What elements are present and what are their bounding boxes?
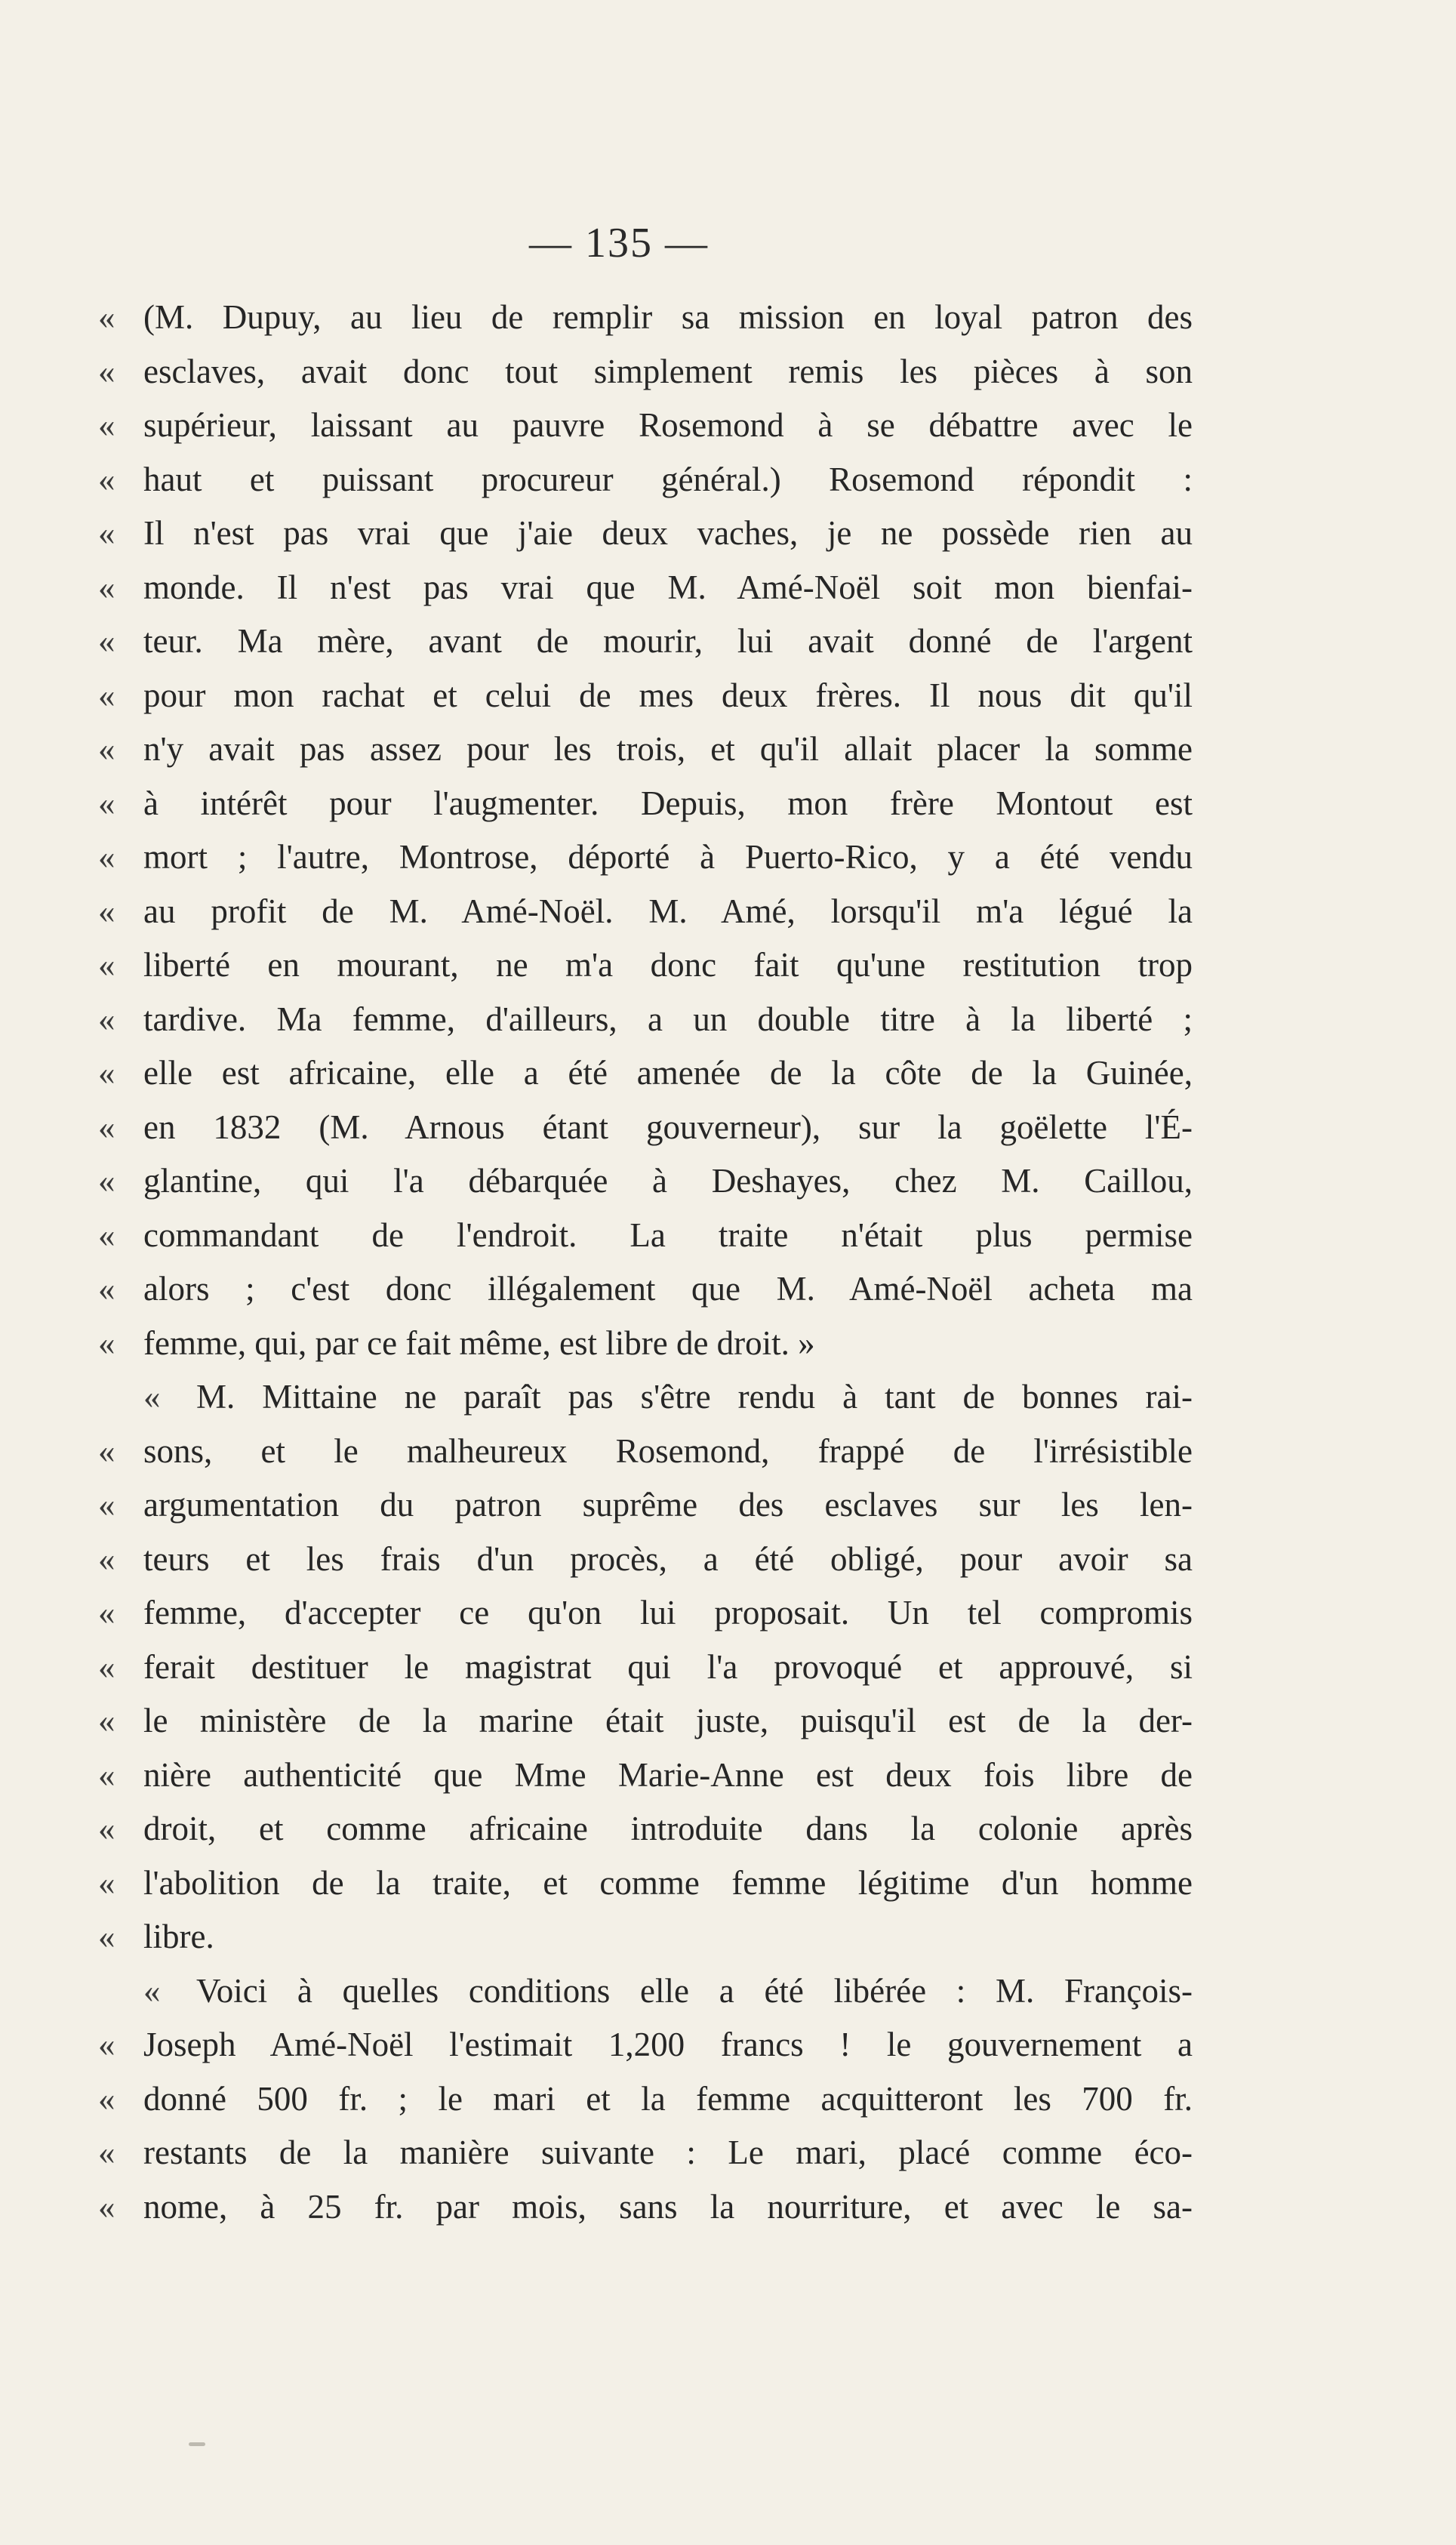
quote-mark: « bbox=[98, 2187, 115, 2226]
text-line bbox=[98, 885, 1193, 939]
text-line bbox=[98, 1317, 1193, 1371]
quote-mark: « bbox=[98, 568, 115, 606]
quote-mark: « bbox=[98, 784, 115, 822]
text-line bbox=[98, 1101, 1193, 1155]
line-text: glantine, qui l'a débarquée à Deshayes, chez M. Caillou, bbox=[143, 1162, 1193, 1200]
text-line bbox=[98, 399, 1193, 453]
quote-mark: « bbox=[98, 676, 115, 714]
quote-mark: « bbox=[98, 1270, 115, 1308]
line-text: elle est africaine, elle a été amenée de la côte de la Guinée, bbox=[143, 1054, 1193, 1092]
ink-smudge bbox=[189, 2442, 205, 2446]
line-text: femme, d'accepter ce qu'on lui proposait. Un tel compromis bbox=[143, 1594, 1193, 1631]
line-text: Joseph Amé-Noël l'estimait 1,200 francs ! le gouvernement a bbox=[143, 2026, 1193, 2063]
text-line bbox=[98, 1533, 1193, 1587]
text-line bbox=[98, 777, 1193, 831]
line-text: n'y avait pas assez pour les trois, et qu'il allait placer la somme bbox=[143, 730, 1193, 768]
text-line bbox=[98, 2126, 1193, 2180]
quote-mark: « bbox=[98, 514, 115, 552]
quote-mark: « bbox=[98, 2026, 115, 2063]
text-line bbox=[98, 2180, 1193, 2235]
quote-mark: « bbox=[98, 1918, 115, 1955]
line-text: Il n'est pas vrai que j'aie deux vaches, je ne possède rien au bbox=[143, 514, 1193, 552]
line-text: l'abolition de la traite, et comme femme légitime d'un homme bbox=[143, 1863, 1193, 1902]
quote-mark: « bbox=[98, 1702, 115, 1739]
text-line bbox=[98, 1154, 1193, 1209]
quote-mark: « bbox=[98, 1215, 115, 1254]
quote-mark: « bbox=[98, 622, 115, 660]
text-line bbox=[98, 1749, 1193, 1803]
quote-mark: « bbox=[98, 1323, 115, 1362]
quote-mark: « bbox=[98, 1647, 115, 1686]
line-text: nière authenticité que Mme Marie-Anne est deux fois libre de bbox=[143, 1755, 1193, 1794]
text-line bbox=[98, 345, 1193, 399]
text-line bbox=[98, 669, 1193, 723]
text-line bbox=[98, 1370, 1193, 1425]
quote-mark: « bbox=[98, 1000, 115, 1038]
line-text: argumentation du patron suprême des esclaves sur les len- bbox=[143, 1486, 1193, 1524]
line-text: teur. Ma mère, avant de mourir, lui avait donné de l'argent bbox=[143, 622, 1193, 660]
line-text: ferait destituer le magistrat qui l'a provoqué et approuvé, si bbox=[143, 1647, 1193, 1686]
line-text: teurs et les frais d'un procès, a été obligé, pour avoir sa bbox=[143, 1539, 1193, 1578]
line-text: libre. bbox=[143, 1918, 214, 1955]
line-text: M. Mittaine ne paraît pas s'être rendu à tant de bonnes rai- bbox=[196, 1378, 1193, 1416]
text-line bbox=[98, 1046, 1193, 1101]
quote-mark: « bbox=[98, 730, 115, 768]
line-text: au profit de M. Amé-Noël. M. Amé, lorsqu'il m'a légué la bbox=[143, 892, 1193, 930]
text-line bbox=[98, 993, 1193, 1047]
text-line bbox=[98, 453, 1193, 507]
text-line bbox=[98, 1262, 1193, 1317]
text-body bbox=[98, 291, 1193, 2234]
quote-mark: « bbox=[98, 1486, 115, 1524]
quote-mark: « bbox=[98, 1810, 115, 1847]
text-line bbox=[98, 1694, 1193, 1749]
quote-mark: « bbox=[143, 1971, 161, 2010]
line-text: nome, à 25 fr. par mois, sans la nourriture, et avec le sa- bbox=[143, 2187, 1193, 2226]
line-text: en 1832 (M. Arnous étant gouverneur), sur la goëlette l'É- bbox=[143, 1108, 1193, 1146]
text-line bbox=[98, 1425, 1193, 1479]
quote-mark: « bbox=[98, 1863, 115, 1902]
quote-mark: « bbox=[98, 1108, 115, 1146]
quote-mark: « bbox=[98, 1755, 115, 1794]
text-line bbox=[98, 1910, 1193, 1964]
quote-mark: « bbox=[98, 1539, 115, 1578]
text-line bbox=[98, 1641, 1193, 1695]
line-text: Voici à quelles conditions elle a été libérée : M. François- bbox=[196, 1971, 1193, 2010]
text-line bbox=[98, 291, 1193, 345]
line-text: monde. Il n'est pas vrai que M. Amé-Noël soit mon bienfai- bbox=[143, 568, 1193, 606]
line-text: sons, et le malheureux Rosemond, frappé de l'irrésistible bbox=[143, 1431, 1193, 1470]
text-line bbox=[98, 1802, 1193, 1856]
quote-mark: « bbox=[98, 2079, 115, 2118]
line-text: commandant de l'endroit. La traite n'était plus permise bbox=[143, 1215, 1193, 1254]
line-text: restants de la manière suivante : Le mari, placé comme éco- bbox=[143, 2134, 1193, 2171]
line-text: haut et puissant procureur général.) Rosemond répondit : bbox=[143, 460, 1193, 498]
line-text: tardive. Ma femme, d'ailleurs, a un double titre à la liberté ; bbox=[143, 1000, 1193, 1038]
quote-mark: « bbox=[98, 1162, 115, 1200]
quote-mark: « bbox=[98, 892, 115, 930]
line-text: mort ; l'autre, Montrose, déporté à Puerto-Rico, y a été vendu bbox=[143, 838, 1193, 876]
text-line bbox=[98, 938, 1193, 993]
quote-mark: « bbox=[98, 406, 115, 444]
line-text: donné 500 fr. ; le mari et la femme acquitteront les 700 fr. bbox=[143, 2079, 1193, 2118]
line-text: (M. Dupuy, au lieu de remplir sa mission en loyal patron des bbox=[143, 298, 1193, 336]
text-line bbox=[98, 1856, 1193, 1911]
text-line bbox=[98, 561, 1193, 615]
line-text: supérieur, laissant au pauvre Rosemond à se débattre avec le bbox=[143, 406, 1193, 444]
line-text: esclaves, avait donc tout simplement remis les pièces à son bbox=[143, 352, 1193, 390]
text-line bbox=[98, 723, 1193, 777]
text-line bbox=[98, 1209, 1193, 1263]
quote-mark: « bbox=[143, 1378, 161, 1416]
text-line bbox=[98, 1586, 1193, 1641]
quote-mark: « bbox=[98, 946, 115, 984]
line-text: pour mon rachat et celui de mes deux frères. Il nous dit qu'il bbox=[143, 676, 1193, 714]
text-line bbox=[98, 1964, 1193, 2019]
quote-mark: « bbox=[98, 460, 115, 498]
line-text: le ministère de la marine était juste, puisqu'il est de la der- bbox=[143, 1702, 1193, 1739]
text-line bbox=[98, 615, 1193, 669]
line-text: droit, et comme africaine introduite dans la colonie après bbox=[143, 1810, 1193, 1847]
text-line bbox=[98, 2072, 1193, 2127]
quote-mark: « bbox=[98, 1594, 115, 1631]
line-text: à intérêt pour l'augmenter. Depuis, mon frère Montout est bbox=[143, 784, 1193, 822]
line-text: liberté en mourant, ne m'a donc fait qu'une restitution trop bbox=[143, 946, 1193, 984]
quote-mark: « bbox=[98, 838, 115, 876]
text-line bbox=[98, 2018, 1193, 2072]
text-line bbox=[98, 507, 1193, 561]
quote-mark: « bbox=[98, 2134, 115, 2171]
line-text: alors ; c'est donc illégalement que M. Amé-Noël acheta ma bbox=[143, 1270, 1193, 1308]
quote-mark: « bbox=[98, 1431, 115, 1470]
page-number: — 135 — bbox=[529, 220, 709, 267]
text-line bbox=[98, 1478, 1193, 1533]
quote-mark: « bbox=[98, 352, 115, 390]
quote-mark: « bbox=[98, 1054, 115, 1092]
text-line bbox=[98, 830, 1193, 885]
quote-mark: « bbox=[98, 298, 115, 336]
line-text: femme, qui, par ce fait même, est libre de droit. » bbox=[143, 1323, 815, 1362]
